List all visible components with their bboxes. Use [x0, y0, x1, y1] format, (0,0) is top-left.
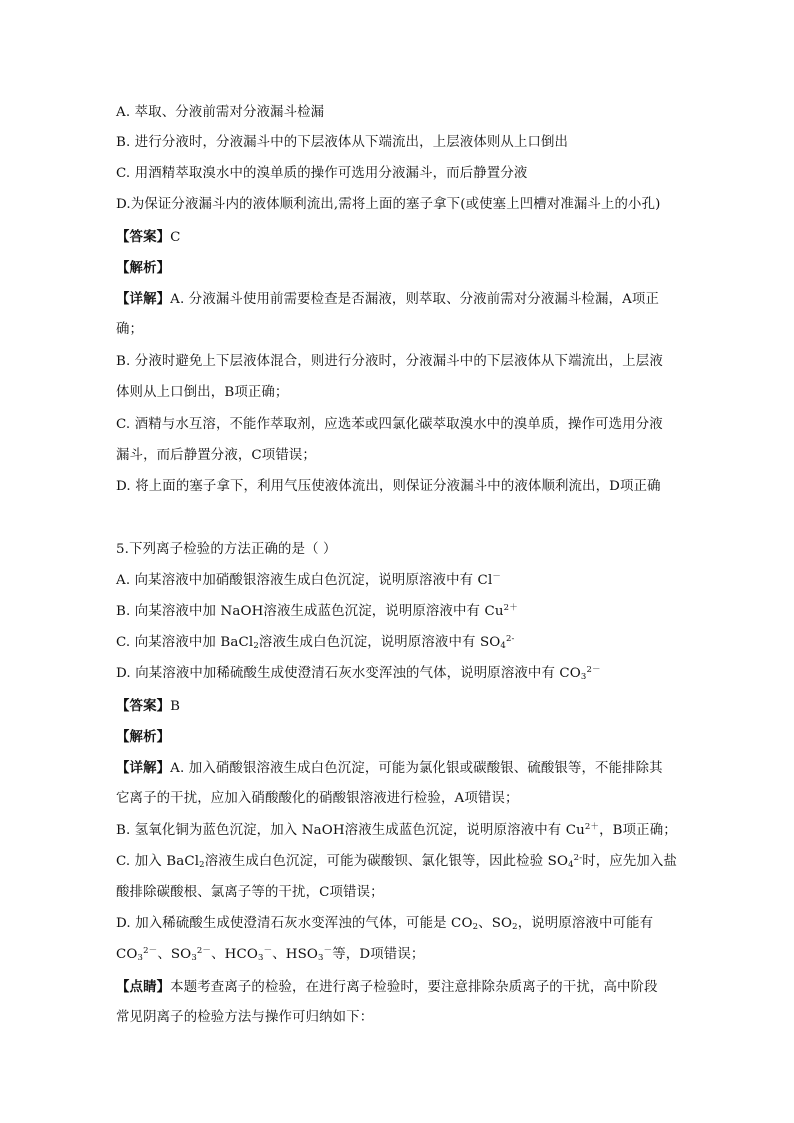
answer-value: C — [170, 230, 181, 245]
q5-detail-a-cont: 它离子的干扰，应加入硝酸酸化的硝酸银溶液进行检验，A项错误； — [116, 791, 519, 806]
subscript: 4 — [568, 860, 574, 870]
subscript: 2 — [472, 922, 479, 932]
q4-detail-c: C. 酒精与水互溶，不能作萃取剂，应选苯或四氯化碳萃取溴水中的溴单质，操作可选用分液 — [116, 417, 663, 432]
q5-option-d-text: D. 向某溶液中加稀硫酸生成使澄清石灰水变浑浊的气体，说明原溶液中有 CO — [116, 666, 581, 681]
ion-formula: 、HCO — [211, 947, 258, 962]
answer-tag: 【答案】 — [116, 229, 171, 245]
q5-answer — [116, 696, 686, 717]
answer-value: B — [170, 699, 181, 714]
q4-detail-b: B. 分液时避免上下层液体混合，则进行分液时，分液漏斗中的下层液体从下端流出，上层液 — [116, 354, 663, 369]
ion-charge: 2＋ — [584, 822, 600, 832]
subscript: 3 — [318, 953, 324, 963]
subscript: 3 — [137, 953, 144, 963]
q5-detail-d — [116, 914, 686, 934]
subscript: 2 — [253, 641, 259, 651]
detail-text: D. 加入稀硫酸生成使澄清石灰水变浑浊的气体，可能是 CO — [116, 916, 473, 931]
detail-text: C. 加入 BaCl — [116, 854, 200, 869]
subscript: 2 — [512, 922, 518, 932]
detail-text: B. 氢氧化铜为蓝色沉淀，加入 NaOH溶液生成蓝色沉淀，说明原溶液中有 Cu — [116, 823, 585, 838]
detail-text: 、SO — [478, 916, 513, 931]
q4-detail-a-cont: 确； — [116, 322, 144, 337]
ion-charge: － — [263, 946, 273, 956]
q4-detail-b-cont: 体则从上口倒出，B项正确； — [116, 385, 289, 400]
ion-charge: － — [323, 946, 333, 956]
detail-text: A. 加入硝酸银溶液生成白色沉淀，可能为氯化银或碳酸银、硫酸银等，不能排除其 — [170, 761, 663, 776]
detail-text: 等，D项错误； — [332, 947, 425, 962]
q5-option-d — [116, 664, 686, 684]
q5-option-a — [116, 571, 686, 591]
detail-text: 溶液生成白色沉淀，可能为碳酸钡、氯化银等，因此检验 SO — [204, 854, 569, 869]
q4-option-d: D.为保证分液漏斗内的液体顺利流出,需将上面的塞子拿下(或使塞上凹槽对准漏斗上的小孔) — [116, 197, 661, 212]
detail-text: ，B项正确； — [599, 823, 677, 838]
q4-answer — [116, 227, 686, 248]
q4-option-c: C. 用酒精萃取溴水中的溴单质的操作可选用分液漏斗，而后静置分液 — [116, 166, 528, 181]
detail-text: A. 分液漏斗使用前需要检查是否漏液，则萃取、分液前需对分液漏斗检漏，A项正 — [170, 292, 660, 307]
q5-question: 5.下列离子检验的方法正确的是（ ） — [116, 542, 337, 557]
ion-formula: 、HSO — [272, 947, 319, 962]
ion-charge: － — [492, 572, 502, 582]
q4-option-a: A. 萃取、分液前需对分液漏斗检漏 — [116, 105, 325, 120]
q4-option-b: B. 进行分液时，分液漏斗中的下层液体从下端流出，上层液体则从上口倒出 — [116, 135, 569, 150]
q5-option-b-text: B. 向某溶液中加 NaOH溶液生成蓝色沉淀，说明原溶液中有 Cu — [116, 604, 504, 619]
subscript: 3 — [580, 672, 587, 682]
q5-detail-d-cont — [116, 945, 686, 965]
q5-option-c-text: C. 向某溶液中加 BaCl — [116, 635, 254, 650]
subscript: 3 — [191, 953, 197, 963]
detail-text: ，说明原溶液中可能有 — [517, 916, 654, 931]
q5-detail-b — [116, 821, 686, 841]
ion-charge: 2－ — [196, 946, 212, 956]
ion-charge: 2- — [505, 634, 515, 644]
point-text: 本题考查离子的检验，在进行离子检验时，要注意排除杂质离子的干扰，高中阶段 — [170, 980, 658, 995]
q4-detail-d: D. 将上面的塞子拿下，利用气压使液体流出，则保证分液漏斗中的液体顺利流出，D项正确 — [116, 479, 661, 494]
detail-tag: 【详解】 — [116, 291, 171, 307]
subscript: 3 — [258, 953, 264, 963]
point-tag: 【点睛】 — [116, 979, 171, 995]
detail-tag: 【详解】 — [116, 760, 171, 776]
ion-formula: 、SO — [157, 947, 192, 962]
q5-option-c — [116, 633, 686, 653]
q5-detail-c — [116, 852, 686, 872]
detail-text: 时，应先加入盐 — [582, 854, 678, 869]
q4-analysis-tag: 【解析】 — [116, 260, 171, 276]
q5-point — [116, 977, 686, 998]
q5-point-cont: 常见阴离子的检验方法与操作可归纳如下： — [116, 1010, 374, 1025]
q4-detail-a — [116, 289, 686, 310]
q5-option-c-text2: 溶液生成白色沉淀，说明原溶液中有 SO — [258, 635, 501, 650]
answer-tag: 【答案】 — [116, 698, 171, 714]
ion-charge: 2－ — [143, 946, 158, 956]
subscript: 2 — [199, 860, 205, 870]
q4-detail-c-cont: 漏斗，而后静置分液，C项错误； — [116, 448, 316, 463]
q5-analysis-tag: 【解析】 — [116, 729, 171, 745]
ion-charge: 2- — [573, 853, 583, 863]
q5-option-b — [116, 602, 686, 622]
ion-charge: 2－ — [586, 665, 601, 675]
q5-option-a-text: A. 向某溶液中加硝酸银溶液生成白色沉淀，说明原溶液中有 Cl — [116, 573, 493, 588]
subscript: 4 — [500, 641, 506, 651]
ion-formula: CO — [116, 947, 138, 962]
q5-detail-c-cont: 酸排除碳酸根、氯离子等的干扰，C项错误； — [116, 885, 384, 900]
ion-charge: 2＋ — [503, 603, 518, 613]
q5-detail-a — [116, 758, 686, 779]
